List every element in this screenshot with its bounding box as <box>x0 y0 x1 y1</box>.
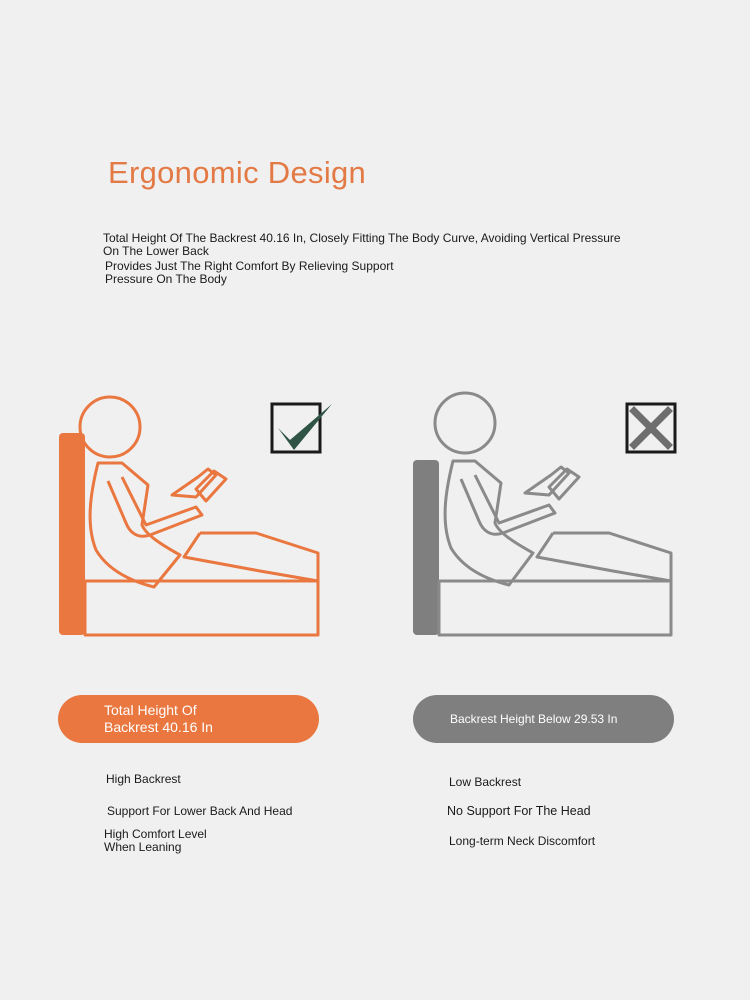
bad-feature-2: No Support For The Head <box>447 804 591 818</box>
tall-backrest <box>59 433 85 635</box>
description-line-4: Pressure On The Body <box>105 272 227 286</box>
bad-feature-1: Low Backrest <box>449 775 522 789</box>
page-title: Ergonomic Design <box>108 155 367 190</box>
good-feature-1: High Backrest <box>106 772 181 786</box>
description-line-2: On The Lower Back <box>103 244 209 258</box>
check-mark-icon <box>270 400 336 456</box>
description-secondary <box>105 260 394 286</box>
good-badge-line-1: Total Height Of <box>104 702 197 718</box>
good-badge-line-2: Backrest 40.16 In <box>104 719 213 735</box>
bad-feature-3: Long-term Neck Discomfort <box>449 834 596 848</box>
description <box>103 232 621 258</box>
description-line-1: Total Height Of The Backrest 40.16 In, Closely Fitting The Body Curve, Avoiding Vertical Pressure <box>103 231 621 245</box>
short-backrest <box>413 460 439 635</box>
good-feature-3 <box>104 828 207 854</box>
bad-badge-label: Backrest Height Below 29.53 In <box>450 712 618 726</box>
head <box>435 393 495 453</box>
good-feature-2: Support For Lower Back And Head <box>107 804 293 818</box>
good-feature-3-line-2: When Leaning <box>104 840 182 854</box>
bad-height-badge <box>413 695 674 743</box>
description-line-3: Provides Just The Right Comfort By Relieving Support <box>105 259 394 273</box>
cross-mark-icon <box>624 400 680 456</box>
head <box>80 397 140 457</box>
good-height-badge <box>58 695 319 743</box>
good-feature-3-line-1: High Comfort Level <box>104 827 207 841</box>
